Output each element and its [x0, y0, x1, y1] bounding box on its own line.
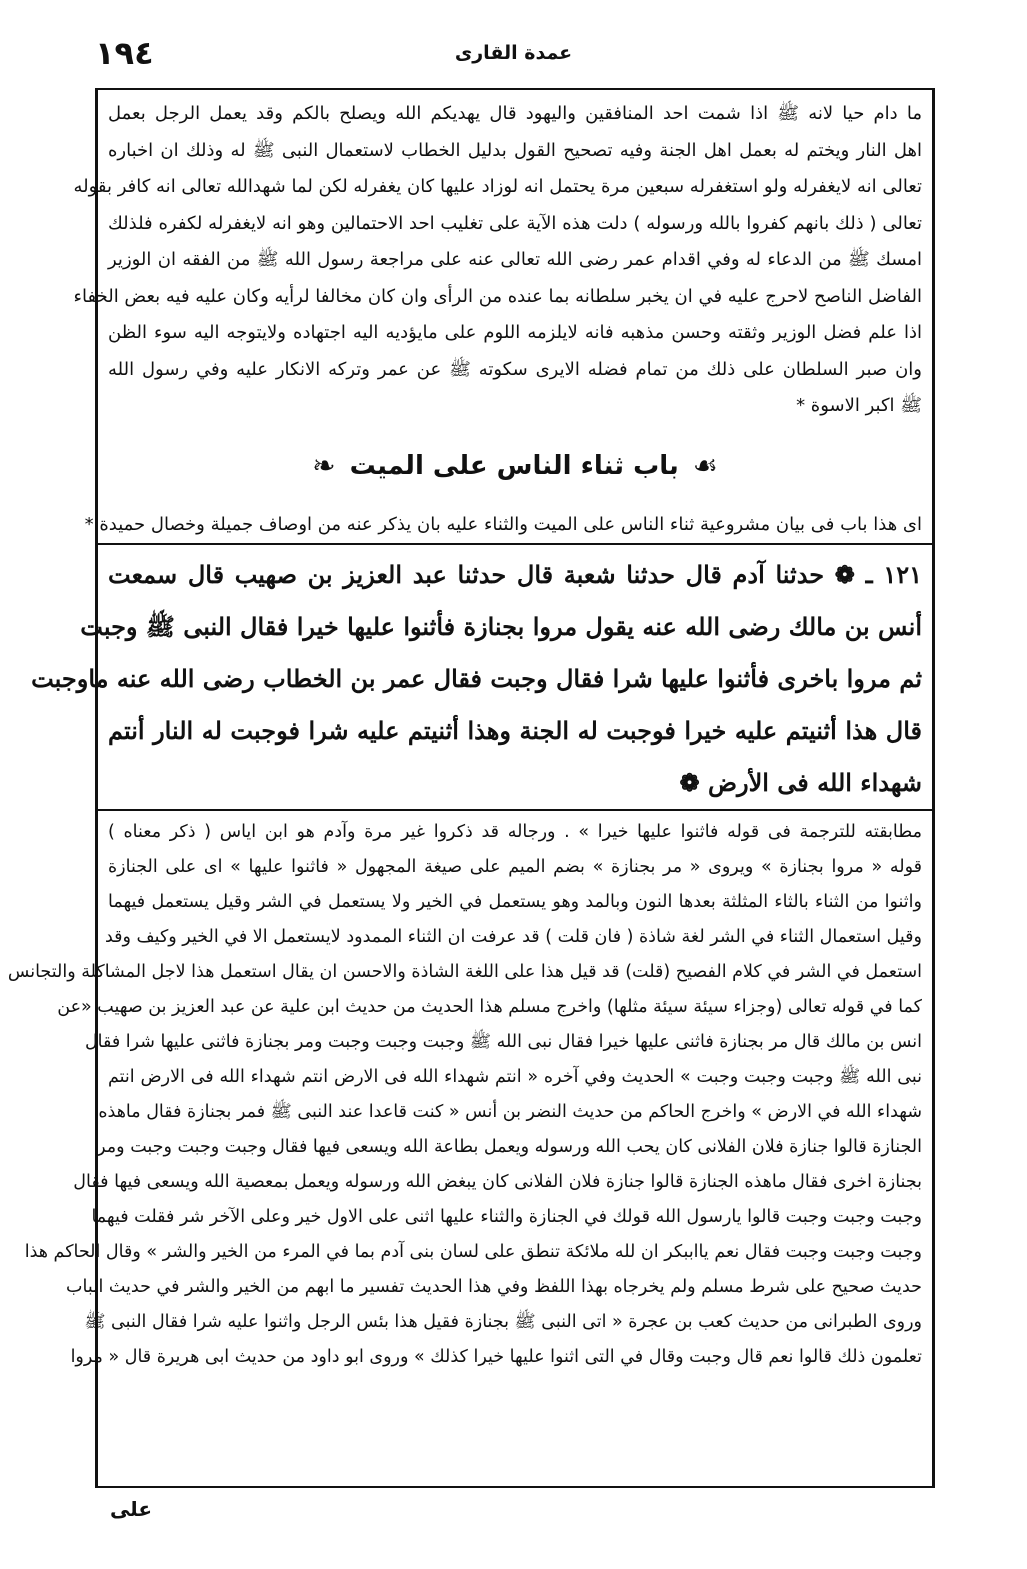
- text-line: ما دام حيا لانه ﷺ اذا شمت احد المنافقين واليهود قال يهديكم الله ويصلح بالكم وقد يعمل الرجل بعمل: [108, 103, 922, 124]
- commentary-line: شهداء الله في الارض » واخرج الحاكم من حديث النضر بن أنس « كنت قاعدا عند النبى ﷺ فمر بجنازة فقال ماهذه: [98, 1102, 922, 1122]
- text-line: اذا علم فضل الوزير وثقته وحسن مذهبه فانه لايلزمه اللوم على مايؤديه اليه اجتهاده ولايتوجه اليه سوء الظن: [108, 322, 922, 343]
- text-line: اهل النار ويختم له بعمل اهل الجنة وفيه تصحيح القول بدليل الخطاب لاستعمال النبى ﷺ له وذلك ان اخباره: [108, 139, 922, 161]
- text-line: وان صبر السلطان على ذلك من تمام فضله الايرى سكوته ﷺ عن عمر وتركه الانكار عليه وفي رسول الله: [108, 358, 922, 380]
- top-text-block: [73, 96, 922, 425]
- commentary-line: مطابقته للترجمة فى قوله فاثنوا عليها خيرا » . ورجاله قد ذكروا غير مرة وآدم هو ابن اياس ( ذكر معناه ): [108, 822, 922, 842]
- commentary-line: وجبت وجبت وجبت فقال نعم يااببكر ان لله ملائكة تنطق على لسان بنى آدم بما في المرء من الخير والشر » وقال الحاكم هذا: [24, 1242, 922, 1262]
- commentary-line: نبى الله ﷺ وجبت وجبت وجبت » الحديث وفي آخره « انتم شهداء الله فى الارض انتم شهداء الله فى الارض انتم: [108, 1067, 922, 1087]
- commentary-line: حديث صحيح على شرط مسلم ولم يخرجاه بهذا اللفظ وفي هذا الحديث تفسير ما ابهم من الخير والشر في حديث الباب: [66, 1277, 922, 1297]
- text-frame: [7, 88, 935, 1488]
- text-line: تعالى انه لايغفرله ولو استغفرله سبعين مرة يحتمل انه لوزاد عليها كان يغفرله لكن لما شهدالله تعالى انه كافر بقوله: [73, 176, 922, 197]
- hadith-line: شهداء الله فى الأرض ❁: [679, 768, 922, 797]
- hadith-text: [31, 549, 922, 809]
- section-heading: [108, 431, 922, 501]
- commentary-text: [7, 815, 922, 1375]
- text-line: الفاضل الناصح لاحرج عليه في ان يخبر سلطانه بما عنده من الرأى وان كان مخالفا لرأيه وكان عليه فيه بعض الخفاء: [73, 285, 922, 307]
- commentary-line: الجنازة قالوا جنازة فلان الفلانى كان يحب الله ورسوله ويعمل بطاعة الله ويسعى فيها فقال وجبت وجبت وجبت ومر: [97, 1137, 922, 1157]
- commentary-line: وجبت وجبت وجبت قالوا يارسول الله قولك في الجنازة والثناء عليها اثنى على الاول خير وعلى الآخر شر فقلت فيهما: [91, 1207, 922, 1227]
- divider: [98, 809, 932, 811]
- commentary-line: استعمل في الشر في كلام الفصيح (قلت) قد قيل هذا على اللغة الشاذة والاحسن ان يقال استعمل هذا لاجل المشاكلة والتجانس: [7, 962, 922, 982]
- catchword: على: [109, 1497, 152, 1521]
- text-line: تعالى ( ذلك بانهم كفروا بالله ورسوله ) دلت هذه الآية على تغليب احد الاحتمالين وهو انه لايغفرله لكفره فلذلك: [108, 212, 922, 234]
- running-title: عمدة القارى: [454, 42, 573, 64]
- section-intro: اى هذا باب فى بيان مشروعية ثناء الناس على الميت والثناء عليه بان يذكر عنه من اوصاف جميلة وخصال حميدة *: [84, 513, 922, 535]
- ornament-icon: ☙: [692, 448, 718, 482]
- hadith-line: ثم مروا باخرى فأثنوا عليها شرا فقال وجبت فقال عمر بن الخطاب رضى الله عنه ماوجبت: [31, 664, 922, 693]
- page-header: [95, 34, 932, 78]
- text-line: ﷺ اكبر الاسوة *: [796, 395, 922, 416]
- section-title: باب ثناء الناس على الميت: [349, 450, 679, 481]
- hadith-line: قال هذا أثنيتم عليه خيرا فوجبت له الجنة وهذا أثنيتم عليه شرا فوجبت له النار أنتم: [108, 716, 922, 745]
- commentary-line: كما في قوله تعالى (وجزاء سيئة سيئة مثلها) واخرج مسلم هذا الحديث من حديث ابن علية عن عبد العزيز بن صهيب «عن: [57, 997, 922, 1017]
- commentary-line: وقيل استعمال الثناء في الشر لغة شاذة ( فان قلت ) قد عرفت ان الثناء الممدود لايستعمل الا في الخير وكيف وقد: [104, 927, 922, 947]
- commentary-line: تعلمون ذلك قالوا نعم قال وجبت وقال في التى اثنوا عليها خيرا كذلك » وروى ابو داود من حديث ابى هريرة قال « مروا: [70, 1347, 922, 1367]
- ornament-icon: ❧: [312, 448, 336, 482]
- page-number: ١٩٤: [95, 34, 154, 72]
- commentary-line: واثنوا من الثناء بالثاء المثلثة بعدها النون وبالمد وهو يستعمل في الخير ولا يستعمل في الشر وقيل يستعمل فيهما: [108, 892, 922, 912]
- divider: [98, 543, 932, 545]
- commentary-line: وروى الطبرانى من حديث كعب بن عجرة « اتى النبى ﷺ بجنازة فقيل هذا بئس الرجل واثنوا عليه شرا فقال النبى ﷺ: [84, 1312, 922, 1332]
- text-line: امسك ﷺ من الدعاء له وفي اقدام عمر رضى الله تعالى عنه على مراجعة رسول الله ﷺ من الفقه ان الوزير: [108, 249, 922, 270]
- hadith-line: ١٢١ ـ ❁ حدثنا آدم قال حدثنا شعبة قال حدثنا عبد العزيز بن صهيب قال سمعت: [108, 560, 922, 589]
- commentary-line: بجنازة اخرى فقال ماهذه الجنازة قالوا جنازة فلان الفلانى كان يبغض الله ورسوله ويعمل بمعصية الله ويسعى فيها فقال: [73, 1172, 922, 1192]
- commentary-line: انس بن مالك قال مر بجنازة فاثنى عليها خيرا فقال نبى الله ﷺ وجبت وجبت وجبت ومر بجنازة فاثنى عليها شرا فقال: [84, 1032, 922, 1052]
- hadith-line: أنس بن مالك رضى الله عنه يقول مروا بجنازة فأثنوا عليها خيرا فقال النبى ﷺ وجبت: [80, 612, 922, 641]
- commentary-line: قوله « مروا بجنازة » ويروى « مر بجنازة » بضم الميم على صيغة المجهول « فاثنوا عليها » اى على الجنازة: [108, 857, 922, 877]
